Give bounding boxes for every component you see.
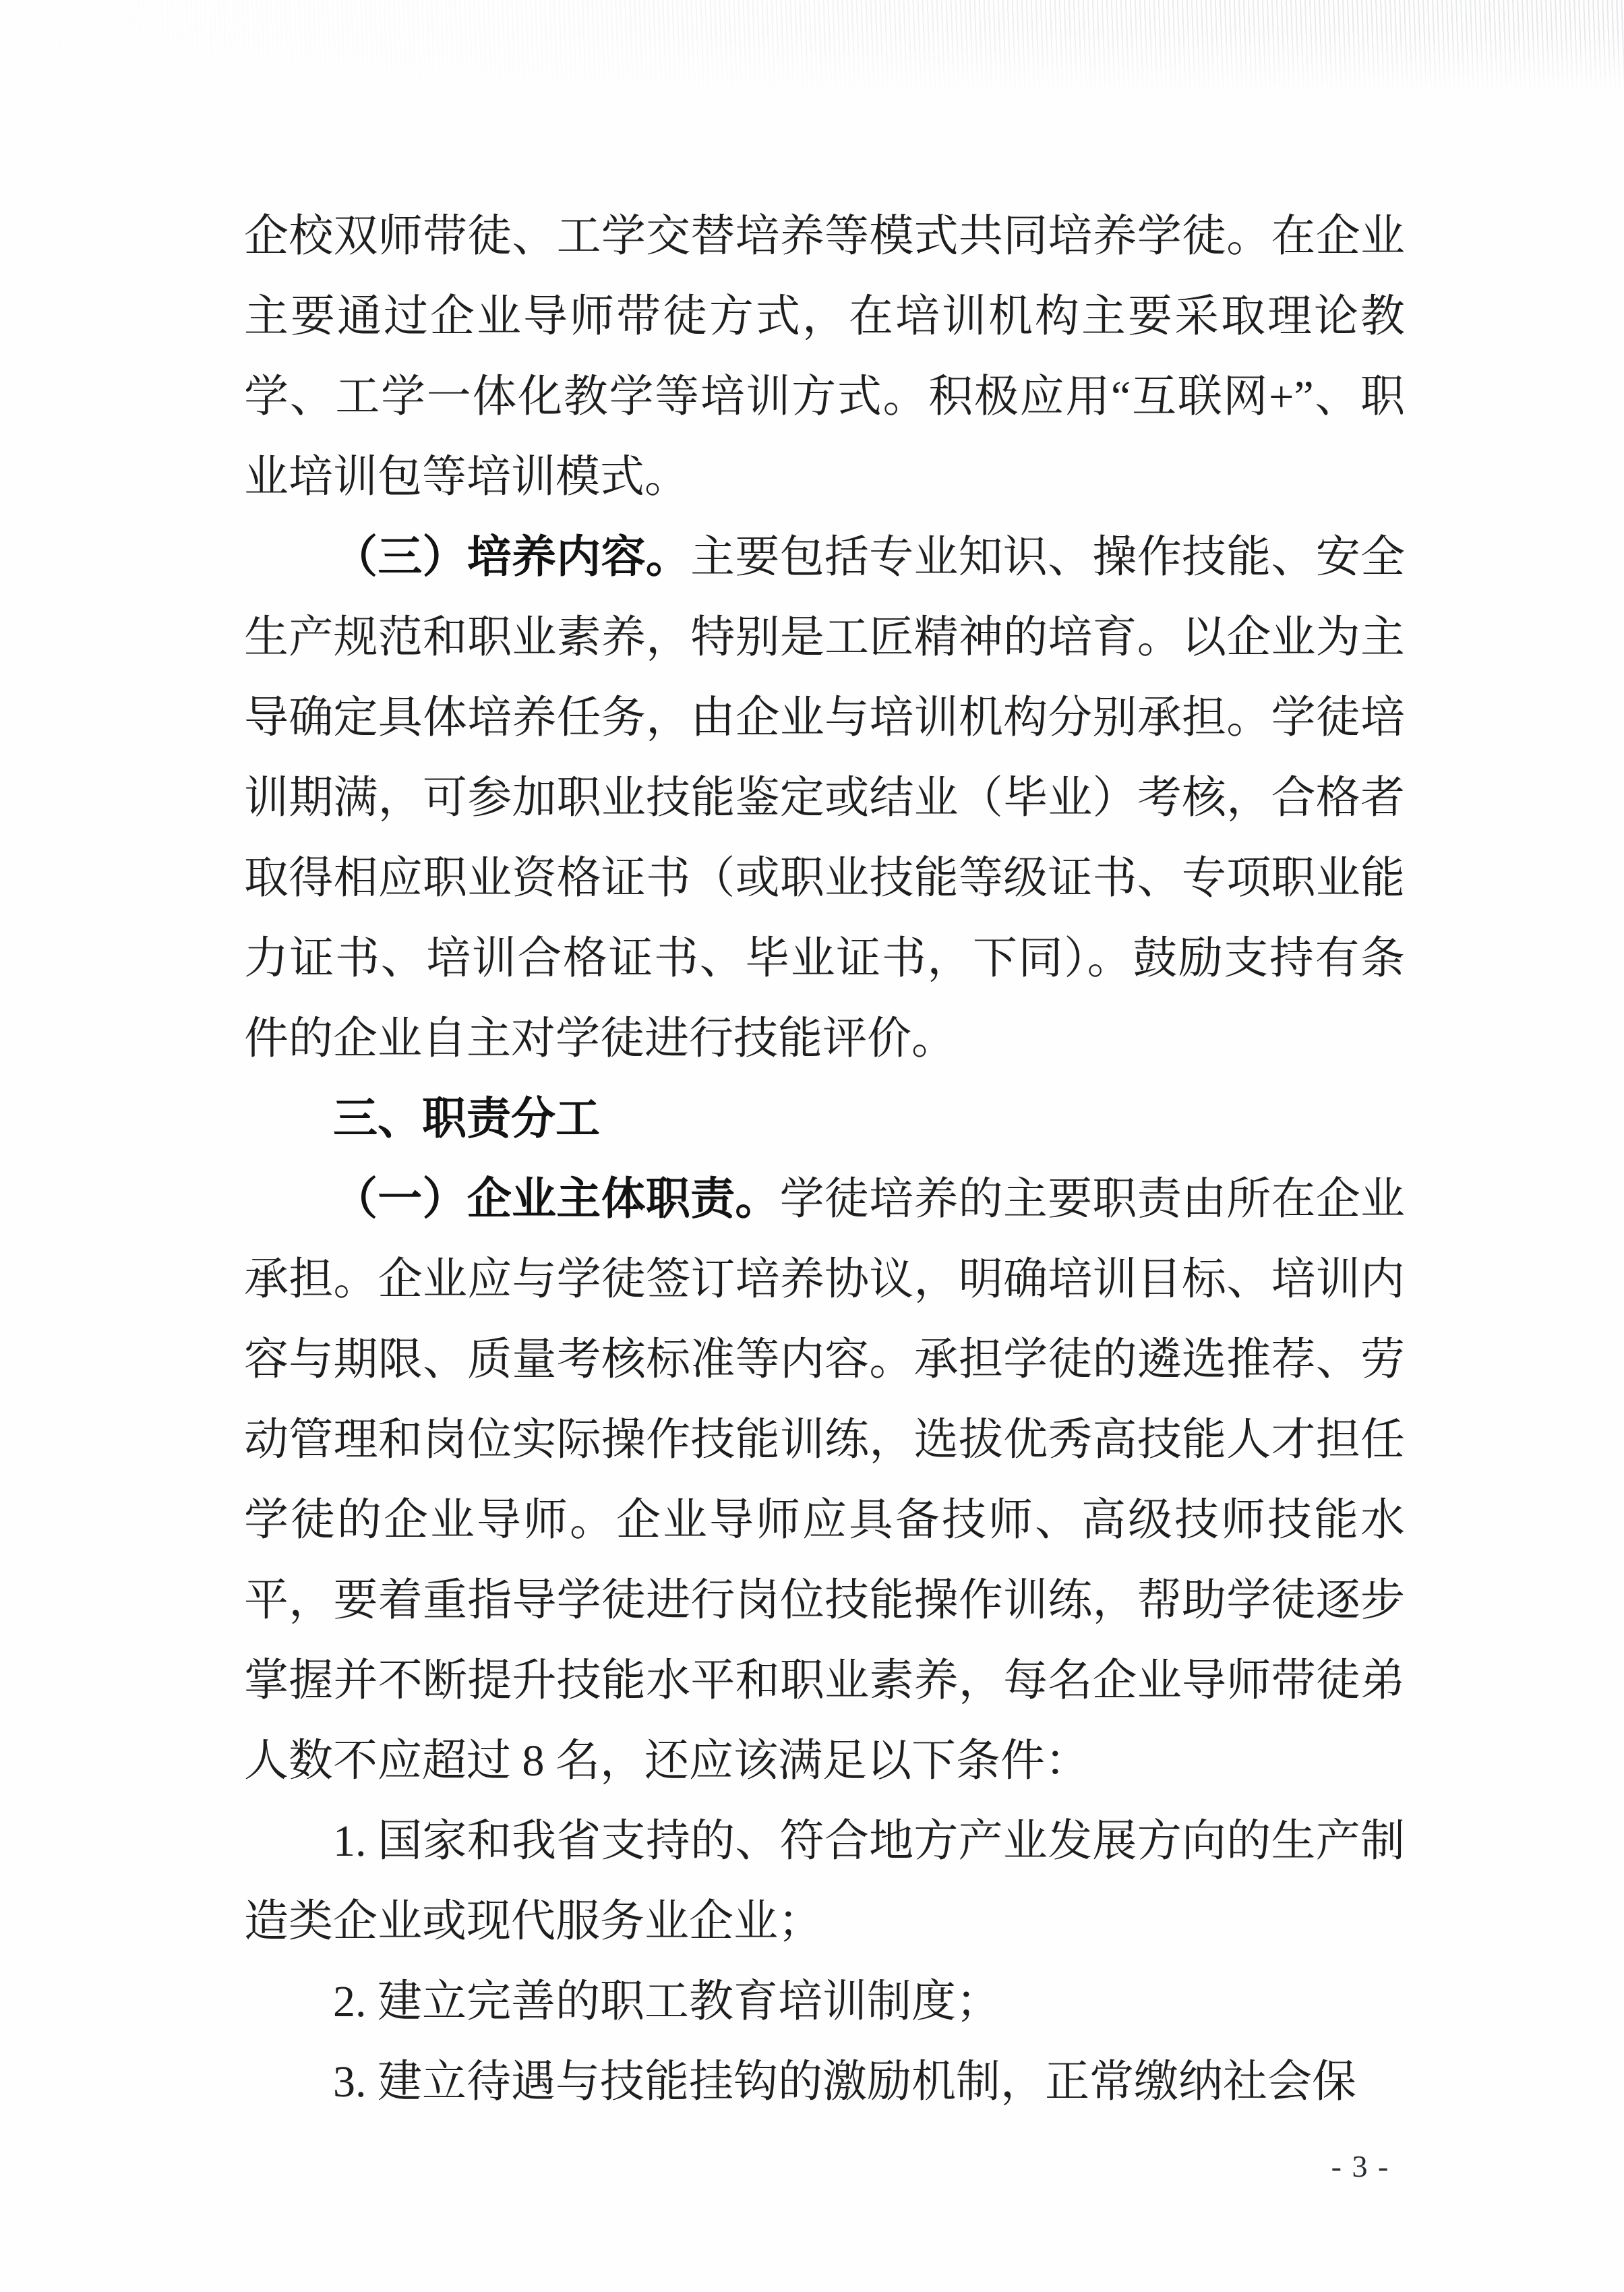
text-run: 主要包括专业知识、操作技能、安全生产规范和职业素养，特别是工匠精神的培育。以企业为主导确定具体培养任务，由企业与培训机构分别承担。学徒培训期满，可参加职业技能鉴定或结业（毕业）考核，合格者取得相应职业资格证书（或职业技能等级证书、专项职业能力证书、培训合格证书、毕业证书，下同）。鼓励支持有条件的企业自主对学徒进行技能评价。 [244,533,1406,1063]
text-run: 2. 建立完善的职工教育培训制度； [333,1977,1000,2026]
emphasis-run: （三）培养内容。 [333,533,691,582]
text-run: 1. 国家和我省支持的、符合地方产业发展方向的生产制造类企业或现代服务业企业； [244,1817,1405,1946]
paragraph [244,1801,1405,1962]
text-body [244,196,1405,2122]
paragraph [244,517,1405,1079]
emphasis-run: （一）企业主体职责。 [333,1175,780,1224]
page-number: - 3 - [1331,2149,1390,2183]
text-run: 学徒培养的主要职责由所在企业承担。企业应与学徒签订培养协议，明确培训目标、培训内容与期限、质量考核标准等内容。承担学徒的遴选推荐、劳动管理和岗位实际操作技能训练，选拔优秀高技能人才担任学徒的企业导师。企业导师应具备技师、高级技师技能水平，要着重指导学徒进行岗位技能操作训练，帮助学徒逐步掌握并不断提升技能水平和职业素养，每名企业导师带徒弟人数不应超过 8 名，还应该满足以下条件： [244,1175,1406,1786]
section-heading [244,1079,1405,1159]
paragraph [244,196,1405,517]
text-run: 企校双师带徒、工学交替培养等模式共同培养学徒。在企业主要通过企业导师带徒方式，在培训机构主要采取理论教学、工学一体化教学等培训方式。积极应用“互联网+”、职业培训包等培训模式。 [244,212,1405,502]
text-run: 3. 建立待遇与技能挂钩的激励机制，正常缴纳社会保 [333,2057,1356,2107]
paragraph [244,1962,1405,2042]
paragraph [244,2042,1405,2122]
paragraph [244,1159,1405,1801]
emphasis-run: 三、职责分工 [333,1094,600,1144]
scan-noise-artifact [0,0,1624,101]
